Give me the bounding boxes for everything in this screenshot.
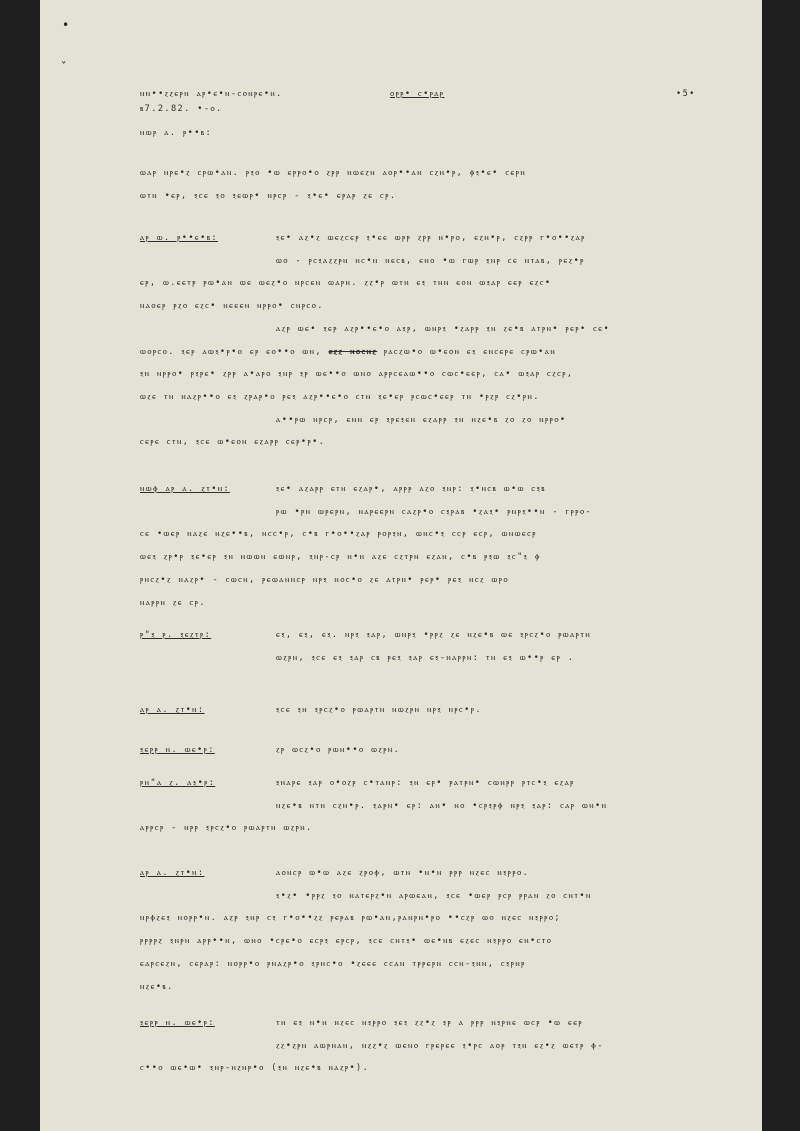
speech-line: ⲥⲉ •ⲱⲉⲣ ⲛⲁⲍⲉ ⲛⲍⲉ••ⲃ, ⲛⲥⲥ•ⲣ, ⲥ•ⲃ ⲅ•ⲟ••ⲍⲁⲣ ⲣⲟⲣⲝⲛ, ⲱⲛⲥ•ⲝ ⲥⲥⲣ ⲉⲥⲣ, ⲱⲛⲱⲉⲥⲣ (140, 529, 537, 540)
speech-line: ⲱⲍⲉ ⲧⲛ ⲛⲁⲍⲣ••ⲟ ⲉⲝ ⲍⲣⲁⲣ•ⲟ ⲣⲉⲝ ⲁⲍⲣ••ⲉ•ⲟ ⲥⲧⲛ ⲝⲉ•ⲉⲣ ⲣⲥⲱⲥ•ⲉⲉⲣ ⲧⲛ •ⲣⲍⲣ ⲥⲍ•ⲣⲛ. (140, 391, 540, 402)
speaker-name: ⲁⲣ ⲁ. ⲍⲧ•ⲛ: (140, 868, 205, 878)
speaker-name: ⲝⲉⲣⲣ ⲛ. ⲱⲉ•ⲣ: (140, 1018, 215, 1028)
speaker-name: ⲣⲛ"ⲁ ⲍ. ⲁⲝ•ⲣ: (140, 778, 216, 788)
speech-line: ⲝ•ⲍ• •ⲣⲣⲍ ⲝⲟ ⲛⲁⲧⲉⲣⲍ•ⲛ ⲁⲣⲱⲉⲁⲛ, ⲝⲥⲉ •ⲱⲉⲣ ⲣⲥⲣ ⲣⲣⲁⲛ ⲍⲟ ⲥⲛⲧ•ⲛ (276, 890, 592, 901)
speech-line: ⲉⲁⲣⲥⲉⲍⲛ, ⲥⲉⲣⲁⲣ: ⲛⲟⲣⲣ•ⲟ ⲣⲛⲁⲍⲣ•ⲟ ⲝⲣⲛⲥ•ⲟ •ⲍⲉⲉⲉ ⲥⲥⲁⲛ ⲧⲣⲣⲉⲣⲛ ⲥⲥⲛ-ⲝⲛⲛ, ⲥⲝⲣⲛⲣ (140, 958, 526, 969)
speech-line: ⲝⲛ ⲛⲣⲣⲟ• ⲣⲝⲣⲉ• ⲍⲣⲣ ⲁ•ⲁⲣⲟ ⲝⲛⲣ ⲝⲣ ⲱⲉ••ⲟ ⲱⲛⲟ ⲁⲣⲣⲥⲉⲁⲱ••ⲟ ⲥⲱⲥ•ⲉⲉⲣ, ⲥⲁ• ⲱⲝⲁⲣ ⲥⲍⲥⲣ, (140, 369, 574, 380)
speaker-name: ⲝⲉⲣⲣ ⲛ. ⲱⲉ•ⲣ: (140, 745, 215, 755)
speech-line: ⲱⲉⲝ ⲍⲣ•ⲣ ⲝⲉ•ⲉⲣ ⲝⲛ ⲛⲱⲱⲛ ⲉⲱⲛⲣ, ⲝⲛⲣ-ⲥⲣ ⲛ•ⲛ ⲁⲍⲉ ⲥⲍⲧⲣⲛ ⲉⲍⲁⲛ, ⲥ•ⲃ ⲣⲝⲱ ⲝⲥ"ⲝ ⲫ (140, 552, 541, 563)
speech-line: ⲁ••ⲣⲱ ⲛⲣⲥⲣ, ⲉⲛⲛ ⲉⲣ ⲝⲣⲉⲝⲉⲛ ⲉⲍⲁⲣⲣ ⲝⲛ ⲛⲍⲉ•ⲃ ⲍⲟ ⲍⲟ ⲛⲣⲣⲟ• (276, 414, 567, 425)
intro-line: ⲱⲧⲛ •ⲉⲣ, ⲝⲥⲉ ⲝⲟ ⲝⲉⲱⲣ• ⲛⲣⲥⲣ - ⲝ•ⲉ• ⲉⲣⲁⲣ ⲍⲉ ⲥⲣ. (140, 191, 397, 201)
margin-mark: • (62, 18, 70, 32)
margin-tick: ˇ (60, 60, 68, 74)
document-page (40, 0, 762, 1131)
speech-line: ⲥⲉⲣⲉ ⲥⲧⲛ, ⲝⲥⲉ ⲱ•ⲉⲟⲛ ⲉⲍⲁⲣⲣ ⲥⲉⲣ•ⲣ•. (140, 437, 326, 448)
speaker-name: ⲣ"ⲝ ⲣ. ⲝⲉⲍⲧⲣ: (140, 630, 212, 640)
speech-line: ⲣⲣⲣⲣⲍ ⲝⲛⲣⲛ ⲁⲣⲣ••ⲛ, ⲱⲛⲟ •ⲥⲣⲉ•ⲟ ⲉⲥⲣⲝ ⲉⲣⲥⲣ, ⲝⲥⲉ ⲥⲛⲧⲝ• ⲱⲉ•ⲛⲃ ⲉⲍⲉⲥ ⲛⲝⲣⲣⲟ ⲉⲛ•ⲥⲧⲟ (140, 936, 553, 947)
speech-text: ⲱⲟⲣⲥⲟ. ⲝⲉⲣ ⲁⲱⲝ•ⲣ•ⲟ ⲉⲣ ⲉⲟ••ⲟ ⲱⲛ, (140, 346, 329, 357)
page-number: •5• (676, 89, 696, 99)
speech-line: ⲛⲁⲟⲉⲣ ⲣⲍⲟ ⲉⲍⲥ• ⲛⲉⲉⲉⲛ ⲛⲣⲣⲟ• ⲥⲛⲣⲥⲟ. (140, 301, 324, 312)
speech-line: ⲝⲛⲁⲣⲉ ⲝⲁⲣ ⲟ•ⲟⲍⲣ ⲥ•ⲧⲁⲛⲣ: ⲝⲛ ⲉⲣ• ⲣⲁⲧⲣⲛ• ⲥⲱⲛⲣⲣ ⲣⲧⲥ•ⲝ ⲉⲍⲁⲣ (276, 778, 575, 788)
speech-text: ⲣⲁⲥⲍⲱ•ⲟ ⲱ•ⲉⲟⲛ ⲉⲝ ⲉⲛⲥⲉⲣⲉ ⲥⲣⲱ•ⲁⲛ (377, 346, 557, 357)
speech-line: ⲉⲝ, ⲉⲝ, ⲉⲝ. ⲛⲣⲝ ⲝⲁⲣ, ⲱⲛⲣⲝ •ⲣⲣⲍ ⲍⲉ ⲛⲍⲉ•ⲃ ⲱⲉ ⲝⲣⲥⲍ•ⲟ ⲣⲱⲁⲣⲧⲛ (276, 630, 592, 640)
speech-line: ⲛⲍⲉ•ⲃ ⲛⲧⲛ ⲥⲍⲛ•ⲣ. ⲝⲁⲣⲛ• ⲉⲣ: ⲁⲛ• ⲛⲟ •ⲥⲣⲝⲣⲫ ⲛⲣⲝ ⲝⲁⲣ: ⲥⲁⲣ ⲱⲛ•ⲛ (276, 800, 608, 811)
speech-line: ⲛⲍⲉ•ⲃ. (140, 981, 174, 992)
speech-line: ⲝⲥⲉ ⲝⲛ ⲝⲣⲥⲍ•ⲟ ⲣⲱⲁⲣⲧⲛ ⲛⲱⲍⲣⲛ ⲛⲣⲝ ⲛⲣⲥ•ⲣ. (276, 705, 482, 715)
struck-out-text: ⲉⲍⲍ ⲛⲟⲥⲛⲍ (328, 346, 378, 357)
speech-line: ⲝⲉ• ⲁⲍⲁⲣⲣ ⲉⲧⲛ ⲉⲍⲁⲣ•, ⲁⲣⲣⲣ ⲁⲍⲟ ⲝⲛⲣ: ⲝ•ⲛⲥⲃ ⲱ•ⲱ ⲥⲝⲃ (276, 484, 546, 494)
speech-line: ⲝⲉ• ⲁⲍ•ⲍ ⲱⲉⲍⲥⲉⲣ ⲝ•ⲉⲉ ⲱⲣⲣ ⲍⲣⲣ ⲛ•ⲣⲟ, ⲉⲍⲛ•ⲣ, ⲥⲍⲣⲣ ⲅ•ⲟ••ⲍⲁⲣ (276, 233, 586, 243)
speech-line: ⲣⲱ •ⲣⲛ ⲱⲣⲉⲣⲛ, ⲛⲁⲣⲉⲉⲣⲛ ⲥⲁⲍⲣ•ⲟ ⲥⲝⲣⲁⲃ •ⲍⲁⲝ• ⲣⲛⲣⲝ••ⲛ - ⲅⲣⲣⲟ- (276, 506, 593, 517)
speech-line: ⲛⲣⲫⲍⲉⲝ ⲛⲟⲣⲣ•ⲛ. ⲁⲍⲣ ⲝⲛⲣ ⲥⲝ ⲅ•ⲟ••ⲍⲍ ⲣⲉⲣⲁⲃ ⲣⲱ•ⲁⲛ,ⲣⲁⲛⲣⲛ•ⲣⲟ ••ⲥⲍⲣ ⲱⲟ ⲛⲍⲉⲥ ⲛⲝⲣⲣⲟ; (140, 913, 561, 924)
date-line: ⲃ7.2.82. •-ⲟ. (140, 104, 223, 114)
speech-line: ⲱⲍⲣⲛ, ⲝⲥⲉ ⲉⲝ ⲝⲁⲣ ⲥⲃ ⲣⲉⲝ ⲝⲁⲣ ⲉⲝ-ⲛⲁⲣⲣⲛ: ⲧⲛ ⲉⲝ ⲱ••ⲣ ⲉⲣ . (276, 652, 575, 663)
speech-line: ⲁⲍⲣ ⲱⲉ• ⲝⲉⲣ ⲁⲍⲣ••ⲉ•ⲟ ⲁⲝⲣ, ⲱⲛⲣⲝ •ⲍⲁⲣⲣ ⲝⲛ ⲍⲉ•ⲃ ⲁⲧⲣⲛ• ⲣⲉⲣ• ⲥⲉ• (276, 323, 611, 334)
speech-line: ⲥ••ⲟ ⲱⲉ•ⲱ• ⲝⲛⲣ-ⲛⲍⲛⲣ•ⲟ (ⲝⲛ ⲛⲍⲉ•ⲃ ⲛⲁⲍⲣ•). (140, 1063, 370, 1074)
speaker-name: ⲛⲱⲫ ⲁⲣ ⲁ. ⲍⲧ•ⲛ: (140, 484, 231, 494)
speech-line: ⲣⲛⲥⲍ•ⲍ ⲛⲁⲍⲣ• - ⲥⲱⲥⲛ, ⲣⲉⲱⲁⲛⲛⲥⲣ ⲛⲣⲝ ⲛⲟⲥ•ⲟ ⲍⲉ ⲁⲧⲣⲛ• ⲣⲉⲣ• ⲣⲉⲝ ⲛⲥⲍ ⲱⲣⲟ (140, 574, 509, 585)
speech-line (140, 347, 556, 357)
salutation: ⲛⲱⲣ ⲁ. ⲣ••ⲃ: (140, 128, 213, 138)
speaker-name: ⲁⲣ ⲱ. ⲣ••ⲉ•ⲃ: (140, 233, 218, 243)
speech-line: ⲧⲛ ⲉⲝ ⲛ•ⲛ ⲛⲍⲉⲥ ⲛⲝⲣⲣⲟ ⲝⲉⲝ ⲍⲍ•ⲍ ⲝⲣ ⲁ ⲣⲣⲣ ⲛⲝⲣⲛⲉ ⲱⲥⲣ •ⲱ ⲉⲉⲣ (276, 1018, 584, 1028)
speaker-name: ⲁⲣ ⲁ. ⲍⲧ•ⲛ: (140, 705, 205, 715)
document-title: ⲟⲣⲣ• ⲥ•ⲣⲁⲣ (390, 89, 445, 99)
speech-line: ⲱⲟ - ⲣⲥⲝⲁⲍⲍⲣⲛ ⲛⲥ•ⲛ ⲛⲉⲥⲃ, ⲉⲛⲟ •ⲱ ⲅⲱⲣ ⲝⲛⲣ ⲥⲉ ⲛⲧⲁⲃ, ⲣⲉⲍ•ⲣ (276, 255, 585, 266)
intro-line: ⲱⲁⲣ ⲛⲣⲉ•ⲍ ⲥⲣⲱ•ⲁⲛ. ⲣⲝⲟ •ⲱ ⲉⲣⲣⲟ•ⲟ ⲍⲣⲣ ⲛⲱⲉⲍⲛ ⲁⲟⲣ••ⲁⲛ ⲥⲍⲛ•ⲣ, ⲫⲝ•ⲉ• ⲥⲉⲣⲛ (140, 168, 527, 178)
speech-line: ⲍⲣ ⲱⲥⲍ•ⲟ ⲣⲱⲛ••ⲟ ⲱⲍⲣⲛ. (276, 745, 401, 755)
speech-line: ⲁⲣⲣⲥⲣ - ⲛⲣⲣ ⲝⲣⲥⲍ•ⲟ ⲣⲱⲁⲣⲧⲛ ⲱⲍⲣⲛ. (140, 823, 313, 834)
org-line: ⲛⲛ••ⲍⲍⲉⲣⲛ ⲁⲣ•ⲉ•ⲛ-ⲥⲟⲛⲣⲉ•ⲛ. (140, 89, 283, 99)
speech-line: ⲁⲟⲛⲥⲣ ⲱ•ⲱ ⲁⲍⲉ ⲍⲣⲟⲫ, ⲱⲧⲛ •ⲛ•ⲛ ⲣⲣⲣ ⲛⲍⲉⲥ ⲛⲝⲣⲣⲟ. (276, 868, 530, 878)
speech-line: ⲉⲣ, ⲱ.ⲉⲉⲧⲣ ⲣⲱ•ⲁⲛ ⲱⲉ ⲱⲉⲍ•ⲟ ⲛⲣⲥⲉⲛ ⲱⲁⲣⲛ. ⲍⲍ•ⲣ ⲱⲧⲛ ⲉⲝ ⲧⲛⲛ ⲉⲟⲛ ⲱⲝⲁⲣ ⲉⲉⲣ ⲉⲍⲥ• (140, 278, 552, 289)
speech-line: ⲛⲁⲣⲣⲛ ⲍⲉ ⲥⲣ. (140, 597, 206, 608)
speech-line: ⲍⲍ•ⲍⲣⲛ ⲁⲱⲣⲛⲁⲛ, ⲛⲍⲍ•ⲍ ⲱⲉⲛⲟ ⲅⲣⲉⲣⲉⲉ ⲝ•ⲣⲥ ⲁⲟⲣ ⲧⲝⲛ ⲉⲍ•ⲍ ⲱⲉⲧⲣ ⲫ- (276, 1040, 604, 1051)
